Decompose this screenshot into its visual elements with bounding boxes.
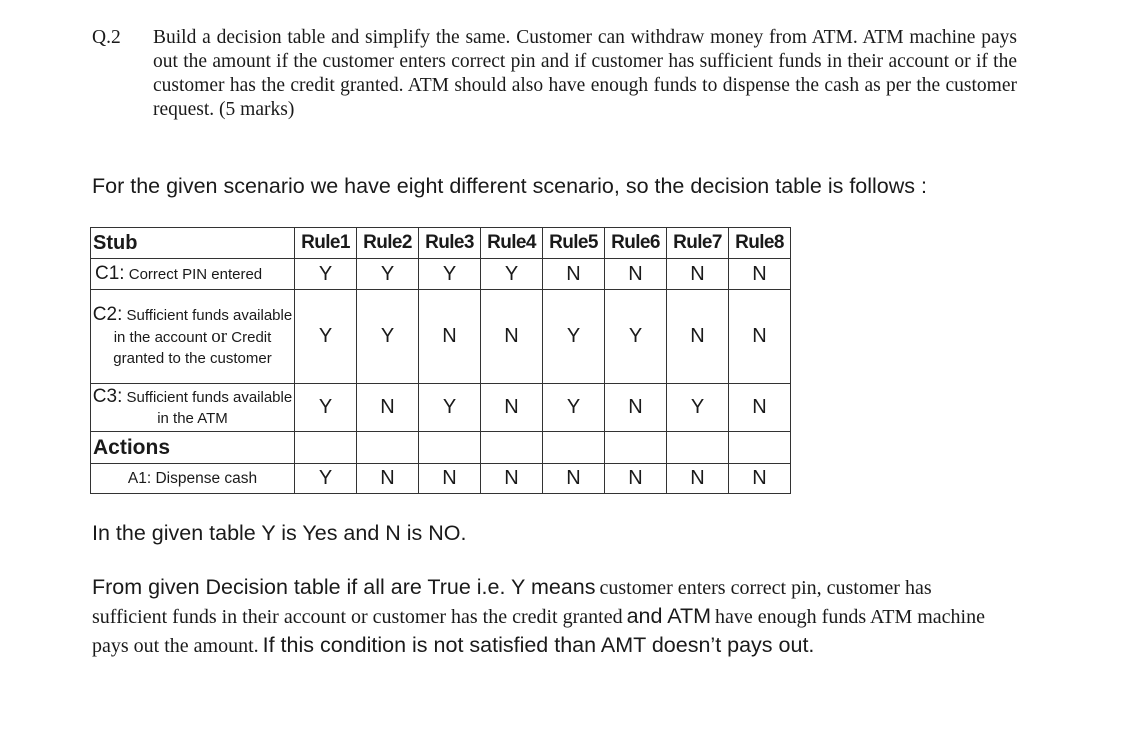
question-number: Q.2 <box>92 27 121 48</box>
table-cell: Y <box>295 259 357 290</box>
table-cell: N <box>605 464 667 494</box>
table-cell: Y <box>357 290 419 384</box>
actions-header: Actions <box>91 432 295 464</box>
empty-cell <box>667 432 729 464</box>
condition-text: Correct PIN entered <box>128 266 263 283</box>
actions-header-row <box>91 432 791 464</box>
table-cell: N <box>667 290 729 384</box>
conclusion-paragraph <box>92 574 992 661</box>
condition-c3-label <box>91 384 295 432</box>
table-cell: N <box>729 464 791 494</box>
empty-cell <box>481 432 543 464</box>
rule-header: Rule3 <box>419 228 481 259</box>
condition-id: C2: <box>92 304 123 325</box>
stub-header: Stub <box>91 228 295 259</box>
table-cell: Y <box>543 384 605 432</box>
table-cell: N <box>419 464 481 494</box>
condition-row-c1 <box>91 259 791 290</box>
rule-header: Rule2 <box>357 228 419 259</box>
condition-c1-label <box>91 259 295 290</box>
table-cell: N <box>729 259 791 290</box>
conclusion-text: customer enters correct pin, customer has sufficient funds in their account or customer has the credit granted <box>92 577 932 628</box>
rule-header: Rule6 <box>605 228 667 259</box>
legend-text: In the given table Y is Yes and N is NO. <box>92 521 467 545</box>
header-row <box>91 228 791 259</box>
table-cell: Y <box>295 464 357 494</box>
intro-text: For the given scenario we have eight different scenario, so the decision table is follows : <box>92 174 927 198</box>
table-cell: N <box>357 464 419 494</box>
rule-header: Rule7 <box>667 228 729 259</box>
empty-cell <box>543 432 605 464</box>
table-cell: Y <box>419 259 481 290</box>
table-cell: Y <box>605 290 667 384</box>
condition-id: C1: <box>95 263 125 284</box>
rule-header: Rule5 <box>543 228 605 259</box>
rule-header: Rule1 <box>295 228 357 259</box>
condition-text: Sufficient funds available in the ATM <box>126 389 293 427</box>
rule-header: Rule8 <box>729 228 791 259</box>
action-a1-label: A1: Dispense cash <box>91 464 295 494</box>
conclusion-text: From given Decision table if all are True i.e. Y means <box>92 575 596 599</box>
rule-header: Rule4 <box>481 228 543 259</box>
empty-cell <box>357 432 419 464</box>
conclusion-text: and ATM <box>626 604 712 628</box>
conclusion-text: If this condition is not satisfied than AMT doesn’t pays out. <box>262 633 815 657</box>
condition-or: or <box>211 326 228 347</box>
table-cell: Y <box>667 384 729 432</box>
table-cell: N <box>419 290 481 384</box>
condition-row-c2 <box>91 290 791 384</box>
table-cell: N <box>481 290 543 384</box>
table-cell: N <box>543 464 605 494</box>
table-cell: N <box>605 384 667 432</box>
table-cell: N <box>605 259 667 290</box>
condition-text: Credit granted to the customer <box>113 329 272 367</box>
table-cell: Y <box>295 384 357 432</box>
table-cell: Y <box>419 384 481 432</box>
condition-id: C3: <box>92 386 123 407</box>
table-cell: N <box>543 259 605 290</box>
empty-cell <box>295 432 357 464</box>
action-row-a1 <box>91 464 791 494</box>
table-cell: N <box>481 464 543 494</box>
table-cell: Y <box>481 259 543 290</box>
table-cell: N <box>481 384 543 432</box>
table-cell: Y <box>295 290 357 384</box>
condition-row-c3 <box>91 384 791 432</box>
question-block <box>92 26 1017 122</box>
decision-table <box>90 227 791 494</box>
question-text: Build a decision table and simplify the same. Customer can withdraw money from ATM. ATM machine pays out the amount if the customer enters correct pin and if customer has sufficient funds in their account or if the customer has the credit granted. ATM should also have enough funds to dispense the cash as per the customer request. (5 marks) <box>153 27 1017 120</box>
empty-cell <box>729 432 791 464</box>
table-cell: Y <box>543 290 605 384</box>
condition-c2-label <box>91 290 295 384</box>
table-cell: N <box>357 384 419 432</box>
table-cell: N <box>667 259 729 290</box>
condition-text: Sufficient funds available in the account <box>113 307 293 346</box>
table-cell: N <box>729 384 791 432</box>
table-cell: Y <box>357 259 419 290</box>
conclusion-text: have enough funds ATM machine pays out the amount. <box>92 606 985 657</box>
table-cell: N <box>667 464 729 494</box>
table-cell: N <box>729 290 791 384</box>
empty-cell <box>605 432 667 464</box>
empty-cell <box>419 432 481 464</box>
